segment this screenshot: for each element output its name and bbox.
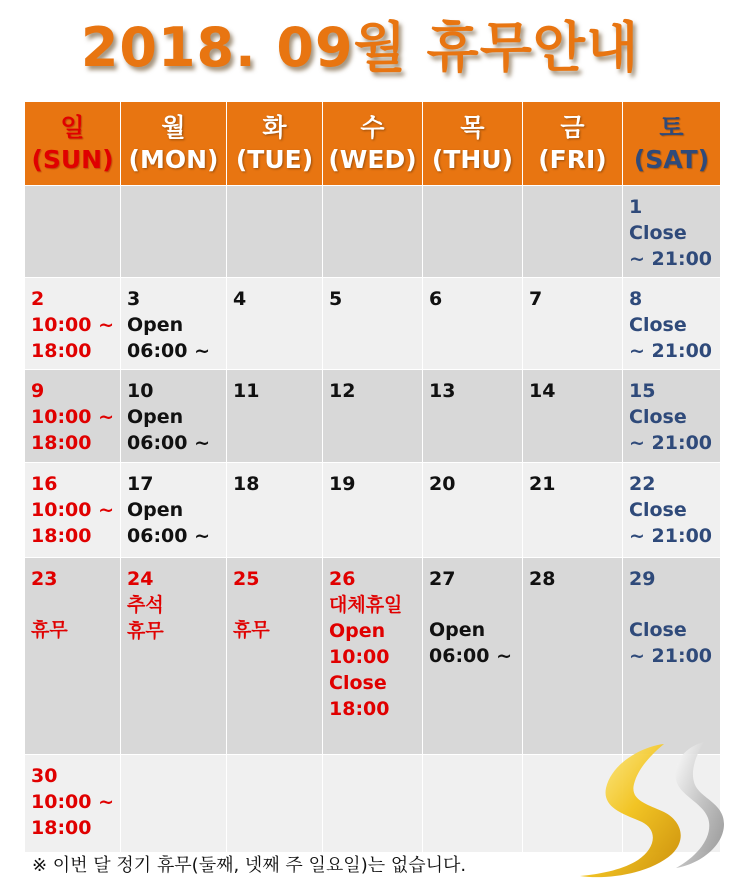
hours-line: 18:00: [31, 525, 92, 547]
hours-line: 06:00 ~: [127, 432, 211, 454]
header-mon: 월 (MON): [121, 102, 227, 186]
day-number: 18: [233, 473, 260, 495]
day-number: 12: [329, 380, 356, 402]
day-cell-26: [323, 558, 423, 755]
day-cell-18: [227, 463, 323, 558]
page-title: 2018. 09월 휴무안내: [80, 16, 640, 79]
day-number: 11: [233, 380, 260, 402]
hours-line: 06:00 ~: [429, 645, 513, 667]
day-number: 29: [629, 568, 656, 590]
day-cell-28: [523, 558, 623, 755]
day-number: 27: [429, 568, 456, 590]
day-number: 9: [31, 380, 45, 402]
header-wed: 수 (WED): [323, 102, 423, 186]
hours-line: 06:00 ~: [127, 525, 211, 547]
day-cell-29: [623, 558, 721, 755]
day-cell-12: [323, 370, 423, 463]
week-row-3: [25, 370, 721, 463]
hours-line: Open: [127, 499, 184, 521]
week-row-1: [25, 186, 721, 278]
day-number: 20: [429, 473, 456, 495]
day-cell-3: [121, 278, 227, 370]
day-number: 23: [31, 568, 58, 590]
hours-line: 10:00 ~: [31, 791, 115, 813]
day-cell-11: [227, 370, 323, 463]
day-cell-25: [227, 558, 323, 755]
hours-line: 18:00: [31, 340, 92, 362]
header-sat: 토 (SAT): [623, 102, 721, 186]
hours-line: 18:00: [31, 817, 92, 839]
day-cell-20: [423, 463, 523, 558]
hours-line: 06:00 ~: [127, 340, 211, 362]
hours-line: Open: [127, 314, 184, 336]
hours-line: ~ 21:00: [629, 248, 713, 270]
day-cell-7: [523, 278, 623, 370]
hours-line: 18:00: [31, 432, 92, 454]
hours-line: Close: [629, 314, 687, 336]
day-cell-9: [25, 370, 121, 463]
header-fri: 금 (FRI): [523, 102, 623, 186]
day-cell-4: [227, 278, 323, 370]
day-number: 2: [31, 288, 45, 310]
hours-line: Close: [329, 672, 387, 694]
day-number: 14: [529, 380, 556, 402]
day-cell-empty: [323, 186, 423, 278]
day-cell-30: [25, 755, 121, 853]
day-number: 25: [233, 568, 260, 590]
day-cell-17: [121, 463, 227, 558]
week-row-4: [25, 463, 721, 558]
header-tue: 화 (TUE): [227, 102, 323, 186]
hours-line: Open: [329, 620, 386, 642]
day-cell-2: [25, 278, 121, 370]
day-cell-23: [25, 558, 121, 755]
day-number: 3: [127, 288, 141, 310]
day-number: 8: [629, 288, 643, 310]
header-row: [25, 102, 721, 186]
day-cell-19: [323, 463, 423, 558]
hours-line: 10:00 ~: [31, 314, 115, 336]
day-cell-1: [623, 186, 721, 278]
day-number: 7: [529, 288, 543, 310]
footnote: ※ 이번 달 정기 휴무(둘째, 넷째 주 일요일)는 없습니다.: [32, 855, 467, 876]
day-number: 28: [529, 568, 556, 590]
day-cell-16: [25, 463, 121, 558]
day-number: 26: [329, 568, 356, 590]
hours-line: ~ 21:00: [629, 432, 713, 454]
hours-line: ~ 21:00: [629, 525, 713, 547]
day-cell-6: [423, 278, 523, 370]
day-number: 13: [429, 380, 456, 402]
day-cell-empty: [423, 755, 523, 853]
day-number: 15: [629, 380, 656, 402]
hours-line: 10:00: [329, 646, 390, 668]
day-number: 17: [127, 473, 154, 495]
day-cell-22: [623, 463, 721, 558]
hours-line: 18:00: [329, 698, 390, 720]
closed-label: 휴무: [233, 619, 270, 641]
week-row-2: [25, 278, 721, 370]
day-number: 1: [629, 196, 643, 218]
day-cell-15: [623, 370, 721, 463]
day-cell-8: [623, 278, 721, 370]
day-cell-empty: [323, 755, 423, 853]
day-cell-empty: [523, 186, 623, 278]
header-sun: 일 (SUN): [25, 102, 121, 186]
holiday-label: 추석: [127, 594, 164, 616]
hours-line: Open: [127, 406, 184, 428]
hours-line: Close: [629, 619, 687, 641]
day-cell-empty: [121, 755, 227, 853]
closed-label: 휴무: [127, 620, 164, 642]
day-number: 30: [31, 765, 58, 787]
day-cell-27: [423, 558, 523, 755]
day-number: 4: [233, 288, 247, 310]
day-cell-14: [523, 370, 623, 463]
hours-line: Close: [629, 406, 687, 428]
header-thu: 목 (THU): [423, 102, 523, 186]
hours-line: 10:00 ~: [31, 406, 115, 428]
hours-line: ~ 21:00: [629, 340, 713, 362]
day-cell-21: [523, 463, 623, 558]
day-cell-5: [323, 278, 423, 370]
hours-line: 10:00 ~: [31, 499, 115, 521]
day-cell-10: [121, 370, 227, 463]
day-cell-24: [121, 558, 227, 755]
holiday-label: 대체휴일: [329, 594, 403, 616]
day-number: 6: [429, 288, 443, 310]
week-row-5: [25, 558, 721, 755]
day-cell-empty: [227, 755, 323, 853]
day-cell-empty: [227, 186, 323, 278]
day-number: 21: [529, 473, 556, 495]
day-cell-empty: [423, 186, 523, 278]
day-number: 16: [31, 473, 58, 495]
day-number: 5: [329, 288, 343, 310]
day-number: 24: [127, 568, 154, 590]
hours-line: Close: [629, 222, 687, 244]
day-number: 22: [629, 473, 656, 495]
closed-label: 휴무: [31, 619, 68, 641]
hours-line: Open: [429, 619, 486, 641]
brand-logo-icon: [572, 736, 732, 882]
day-cell-empty: [121, 186, 227, 278]
day-cell-empty: [25, 186, 121, 278]
hours-line: ~ 21:00: [629, 645, 713, 667]
day-cell-13: [423, 370, 523, 463]
day-number: 10: [127, 380, 154, 402]
hours-line: Close: [629, 499, 687, 521]
day-number: 19: [329, 473, 356, 495]
